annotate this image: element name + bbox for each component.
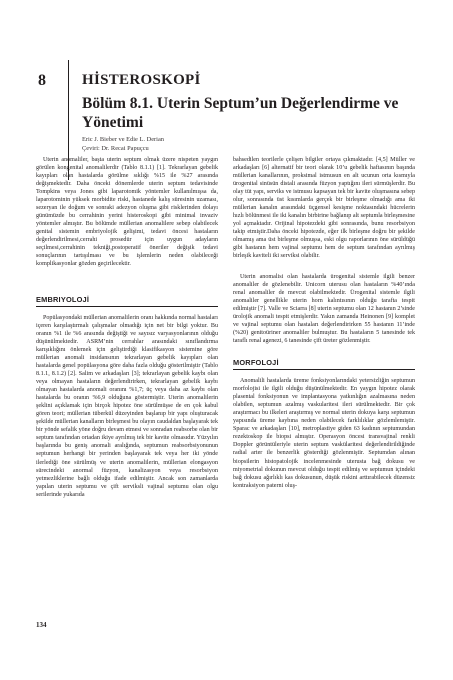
page-number: 134 [36, 621, 47, 629]
embryology-paragraph: Popülasyondaki müllerian anomalilerin oranı hakkında normal hastaları içeren karşılaştırmalı çalışmalar olmadığı için net bir bilgi yoktur. Bu oranın %1 ile %6 arasında değiştiği ve sayısız varyasyonlarının olduğu düşünülmektedir. ASRM’nin cerrahlar arasındaki sınıflandırma karışıklığını önlemek için geliştirdiği klasifikasyon sistemine göre müllerian anomali insidansının tekrarlayan gebelik kayıpları olan hastalarda genel popülasyona göre daha fazla olduğu gösterilmiştir (Tablo 8.1.1, 8.1.2) [2]. Salim ve arkadaşları [3]; tekrarlayan gebelik kaybı olan veya olmayan hastaların değerlendirirken, tekrarlayan gebelik kaybı olmayan hastalarda anomali oranını %1,7; üç veya daha az kaybı olan hastalarda bu oranın %6,9 olduğuna göstermiştir. Uterin anomalilerin şeklini açıklamak için birçok hipotez öne sürülmüşse de en çok kabul gören teori; müllerian tüberkül düzeyinden başlanıp bir yapı oluşturacak şekilde müllerian kanalların birleşmesi bu olayın caudaldan başlayarak tek bir yönde sefalik yöne doğru devam etmesi ve sonradan reabsorbe olan bir septum tarafından ortadan ikiye ayrılmış tek bir kavite olmasıdır. Yüzyılın başlarında bu geniş anomali aralığında, septumun reabsorbsiyonunun septumun herhangi bir yerinden başlayarak tek veya her iki yönde ilerlediği öne sürülmüş ve uterin anomalilerin, müllerian elongasyon sürecindeki anormal füzyon, kanalizasyon veya resorbsiyon yetmezliklerine bağlı olduğu ifade edilmiştir. Ancak son zamanlarda yapılan uterin septumu ve çift serviksli vajinal septumu olan olgu serilerinde yukarıda [36, 315, 218, 498]
urogenital-paragraph: Uterin anomalisi olan hastalarda ürogenital sistemle ilgili benzer anomaliler de gözlenebilir. Unicorn uterusu olan hastaların %40’ında renal anomaliler de mevcut olabilmektedir. Ürogenital sistemle ilgili anomaliler genellikle uterin horn kalıntısının olduğu tarafta tespit edilmiştir [7]. Valle ve Sciarra [8] uterin septumu olan 12 hastanın 2’sinde ürolojik anomali tespit etmişlerdir. Yakın zamanda Heinonen [9] komplet ve vajinal septumu olan hastaları değerlendirirken 55 hastanın 11’inde (%20) genitoüriner anomaliler bulmuştur. Bu hastaların 5 tanesinde tek taraflı renal agenezi, 6 tanesinde çift üreter gözlenmiştir. [233, 274, 415, 345]
intro-paragraph: Uterin anomaliler, başta uterin septum olmak üzere nispeten yaygın görülen kongenital anomalilerdir (Tablo 8.1.1) [1]. Tekrarlayan gebelik kayıpları olan hastalarda görülme sıklığı %15 ile %27 arasında değişmektedir. Daha önceki dönemlerde uterin septum tedavisinde Tompkins veya Jones gibi laparotomik yöntemler kullanılmışsa da, laparotominin yüksek morbidite riski, hastanede kalış süresinin uzaması, sezeryan ile doğum ve sonraki adezyon oluşma gibi risklerinden dolayı günümüzde bu cerrahinin yerini histeroskopi gibi minimal invaziv yöntemler almıştır. Bu bölümde müllerian anomalilere sebep olabilecek genital sistemin embriyolojik gelişimi, tedavi öncesi hastaların değerlendirilmesi,cerrahi prosedür için uygun adayların seçilmesi,cerrahinin tekniği,postoperatif öneriler değişik tedavi sonuçlarının tartışılması ve bu işlemlerin neden olabileceği komplikasyonlar gözden geçirilecektir. [36, 157, 218, 268]
translator: Çeviri: Dr. Recai Papuçcu [82, 144, 149, 152]
author-block [82, 136, 164, 153]
heading-embryology: EMBRIYOLOJİ [36, 295, 218, 307]
authors: Eric J. Bieber ve Edie L. Derian [82, 136, 164, 143]
chapter-number: 8 [38, 72, 46, 89]
chapter-title: HİSTEROSKOPİ [82, 72, 201, 88]
heading-morphology: MORFOLOJİ [233, 358, 415, 370]
section-title: Bölüm 8.1. Uterin Septum’un Değerlendirme ve Yönetimi [82, 95, 399, 131]
right-column [233, 156, 415, 490]
continued-paragraph: bahsedilen teorilerle çelişen bilgiler ortaya çıkmaktadır. [4,5] Müller ve arkadaşları [6] alternatif bir teori olarak 10’u gebelik haftasının başında müllerian kanallarının, proksimal istmusun en alt ucunun orta kısmıyla ürogenital sinüsün distali arasında füzyon yaptığını ileri sürmüşlerdir. Bu olay tüt yapı, serviks ve istmusu kapsayan tek bir kavite oluşmasına sebep olur, sonrasında üst kısımlarda gerçek bir birleşme olmadığı ama iki müllerian kanalın arasındaki üçgensel kesişme noktasındaki hücrelerin hızlı bölünmesi ile iki kanalın birbirine bağlanıp alt septumla birleşmesine yol açmaktadır. Orijinal hipotezdeki gibi sonrasında, bunu resorbsiyon takip etmiştir.Daha önceki hipotezde, eğer ilk birleşme doğru bir şekilde olmamış ama üst birleşme olmuşsa, eski olgu raporlarının öne sürüldüğü gibi hastanın hem vajinal septumu hem de septum tarafından ayrılmış birleşik kaviteli iki serviksi olabilir. [233, 157, 415, 260]
morphology-paragraph: Anomalili hastalarda üreme fonksiyonlarındaki yetersizliğin septumun morfolojisi ile ilgili olduğu düşünülmektedir. En yaygın hipotez olarak plasental fonksiyonun ve implantasyona yatkınlığın azalmasına neden olabilen, septumun azalmış vaskularitesi ileri sürülmektedir. Bir çok araştırmacı bu ilkeleri araştırmış ve normal uterin dokuya karşı septumun yapısında üreme kaybına neden olabilecek farklılıklar gözlemlemiştir. Sparac ve arkadaşları [10], metroplastiye giden 63 kadının septumundan rezektoskop ile biopsi almıştır. Operasyon öncesi transvajinal renkli Doppler görüntüleriyle uterin septum vaskülaritesi değerlendirildiğinde radial arter ile benzerlik gösterdiği gözlenmiştir. Septumdan alınan biopsilerin histopatolojik incelenmesinde uterusta bağ dokusu ve miyometrial dokunun mevcut olduğu tespit edilmiş ve septumun içindeki bağ dokusu ağırlıklı kas dokusunun, düşük riskini arttırabilecek düzensiz kontraksiyon paterni oluş- [233, 378, 415, 489]
left-column [36, 156, 218, 499]
